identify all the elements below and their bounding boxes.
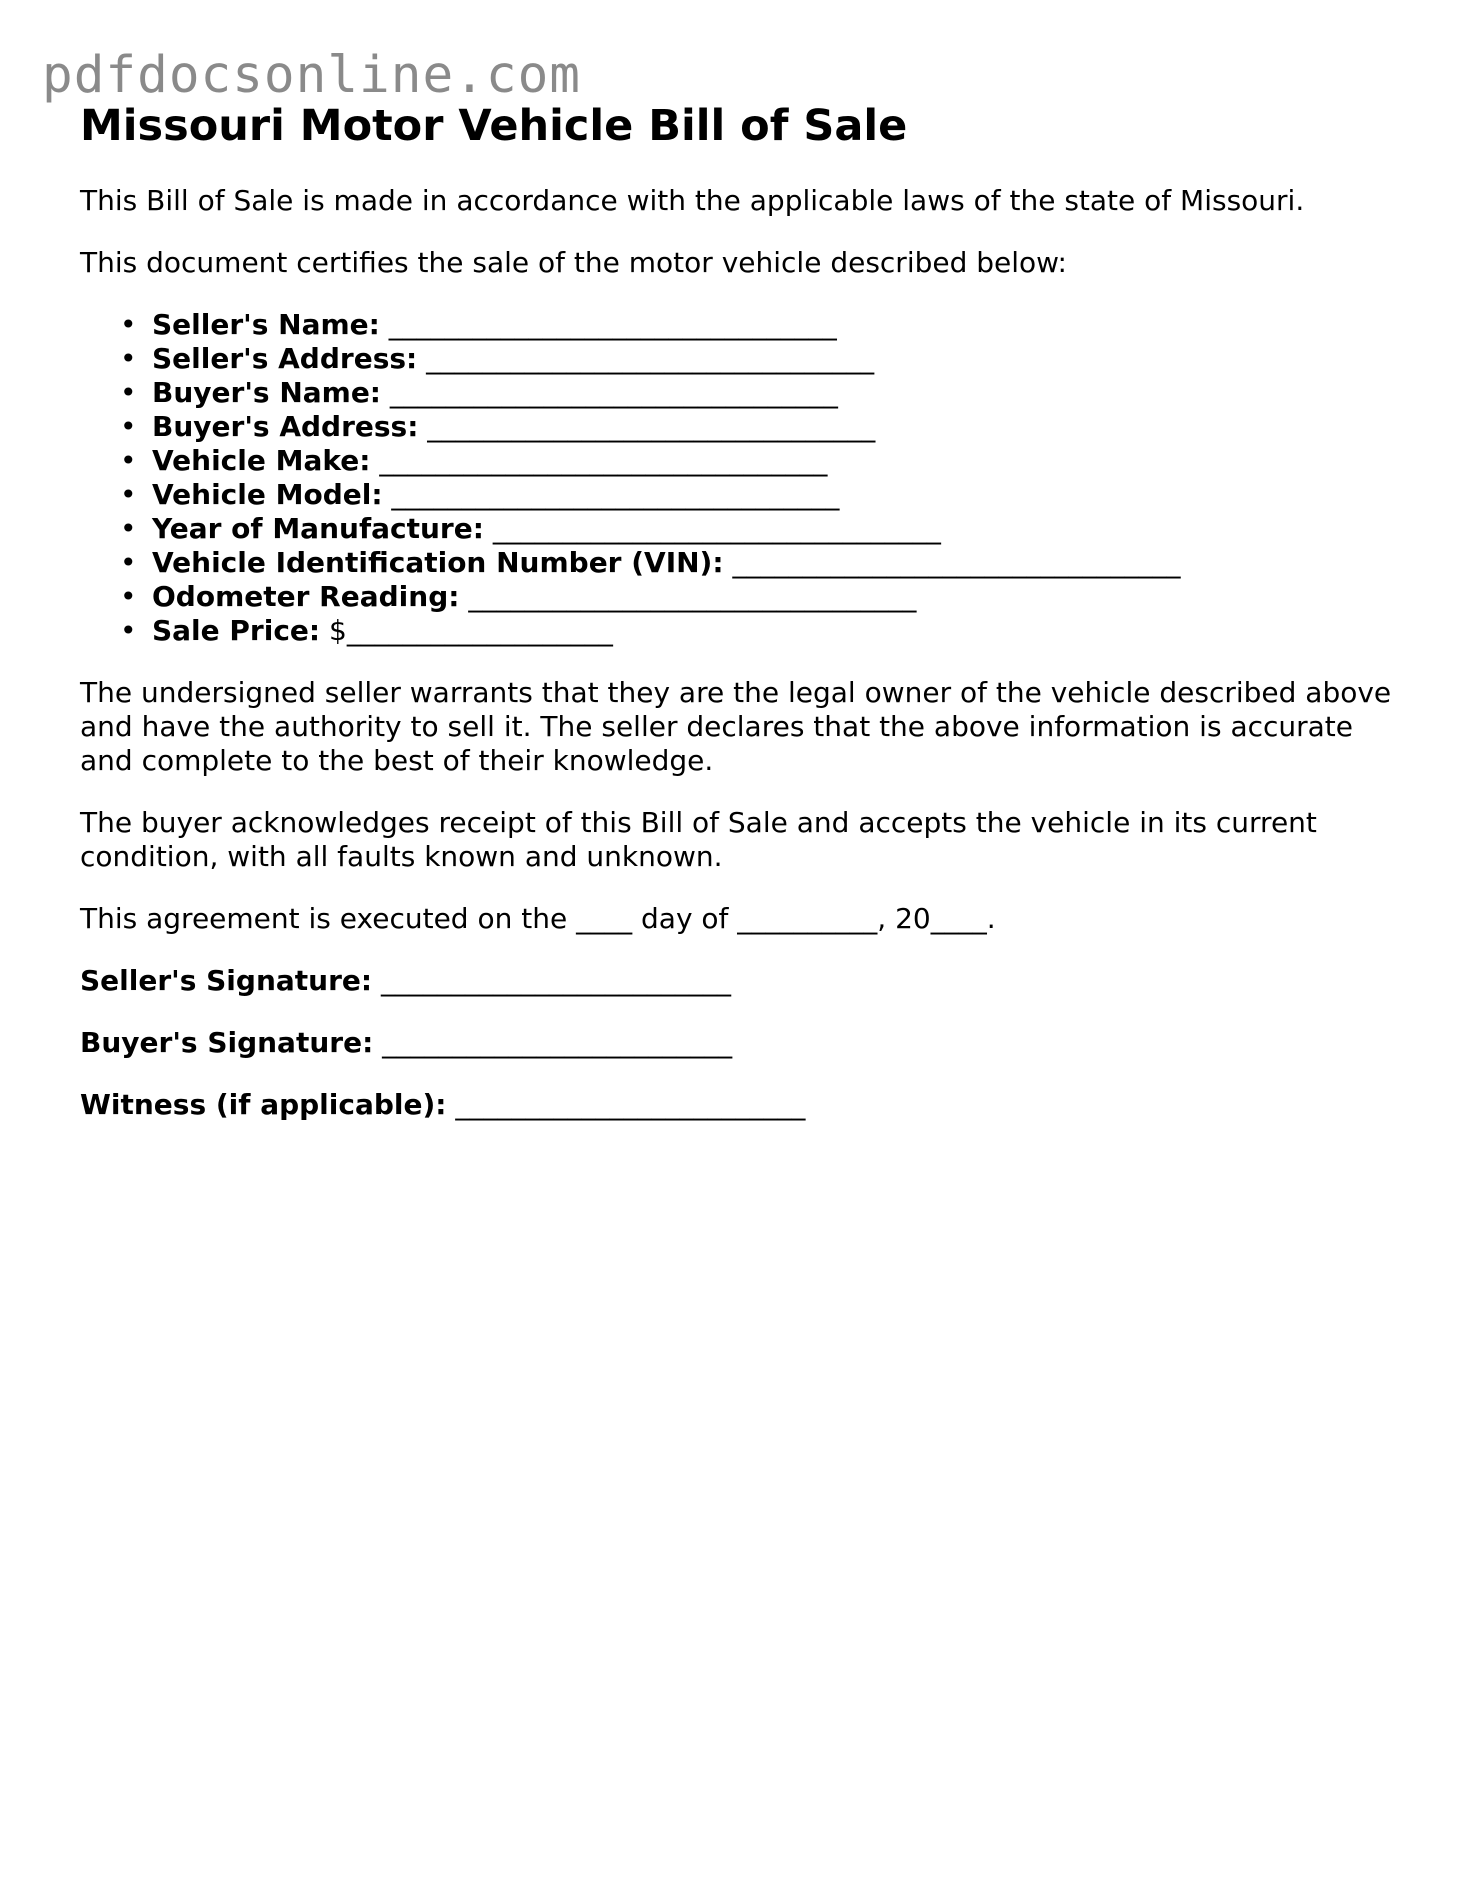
seller-signature-line <box>80 964 1400 998</box>
signature-blank-line[interactable]: _________________________ <box>372 964 731 997</box>
field-label: Buyer's Address: <box>152 410 419 443</box>
bullet: • <box>120 478 137 511</box>
field-label: Seller's Address: <box>152 342 418 375</box>
field-year-of-manufacture <box>80 512 1400 546</box>
bullet: • <box>120 444 137 477</box>
signature-label: Buyer's Signature: <box>80 1026 374 1059</box>
acknowledgment-paragraph: The buyer acknowledges receipt of this Bill of Sale and accepts the vehicle in its current condition, with all faults known and unknown. <box>80 806 1317 873</box>
signature-label: Witness (if applicable): <box>80 1088 447 1121</box>
field-blank-line[interactable]: ________________________________ <box>723 546 1181 579</box>
field-label: Sale Price: <box>152 614 321 647</box>
field-blank-line[interactable]: ________________________________ <box>418 410 876 443</box>
witness-signature-line <box>80 1088 1400 1122</box>
document-body <box>80 96 1400 1122</box>
watermark: pdfdocsonline.com <box>42 46 581 105</box>
field-buyers-name <box>80 376 1400 410</box>
field-label: Year of Manufacture: <box>152 512 484 545</box>
document-title: Missouri Motor Vehicle Bill of Sale <box>80 101 908 151</box>
buyer-signature-line <box>80 1026 1400 1060</box>
certifies-paragraph: This document certifies the sale of the motor vehicle described below: <box>80 246 1067 279</box>
field-blank-line[interactable]: $___________________ <box>320 614 613 647</box>
field-sellers-address <box>80 342 1400 376</box>
bullet: • <box>120 376 137 409</box>
field-buyers-address <box>80 410 1400 444</box>
warranty-paragraph: The undersigned seller warrants that they are the legal owner of the vehicle described above and have the authority to sell it. The seller declares that the above information is accurate and complete to the best of their knowledge. <box>80 676 1392 777</box>
bullet: • <box>120 410 137 443</box>
field-odometer-reading <box>80 580 1400 614</box>
signature-blank-line[interactable]: _________________________ <box>446 1088 806 1121</box>
field-blank-line[interactable]: ________________________________ <box>381 376 838 409</box>
field-blank-line[interactable]: ________________________________ <box>483 512 941 545</box>
field-label: Vehicle Identification Number (VIN): <box>152 546 724 579</box>
field-sellers-name <box>80 308 1400 342</box>
intro-paragraph: This Bill of Sale is made in accordance with the applicable laws of the state of Missouri. <box>80 184 1305 217</box>
bullet: • <box>120 342 137 375</box>
field-blank-line[interactable]: ________________________________ <box>459 580 917 613</box>
field-label: Seller's Name: <box>152 308 380 341</box>
field-vehicle-make <box>80 444 1400 478</box>
bullet: • <box>120 308 137 341</box>
field-blank-line[interactable]: ________________________________ <box>370 444 828 477</box>
execution-date-line[interactable]: This agreement is executed on the ____ day of __________, 20____. <box>80 902 996 935</box>
field-label: Odometer Reading: <box>152 580 460 613</box>
signature-blank-line[interactable]: _________________________ <box>373 1026 733 1059</box>
field-sale-price <box>80 614 1400 648</box>
bullet: • <box>120 580 137 613</box>
vehicle-details-list <box>80 308 1400 648</box>
field-vin <box>80 546 1400 580</box>
field-blank-line[interactable]: ________________________________ <box>417 342 875 375</box>
field-vehicle-model <box>80 478 1400 512</box>
field-label: Vehicle Make: <box>152 444 371 477</box>
field-blank-line[interactable]: ________________________________ <box>379 308 837 341</box>
field-label: Buyer's Name: <box>152 376 382 409</box>
field-label: Vehicle Model: <box>152 478 383 511</box>
bullet: • <box>120 512 137 545</box>
bullet: • <box>120 614 137 647</box>
signature-label: Seller's Signature: <box>80 964 373 997</box>
bullet: • <box>120 546 137 579</box>
field-blank-line[interactable]: ________________________________ <box>382 478 840 511</box>
